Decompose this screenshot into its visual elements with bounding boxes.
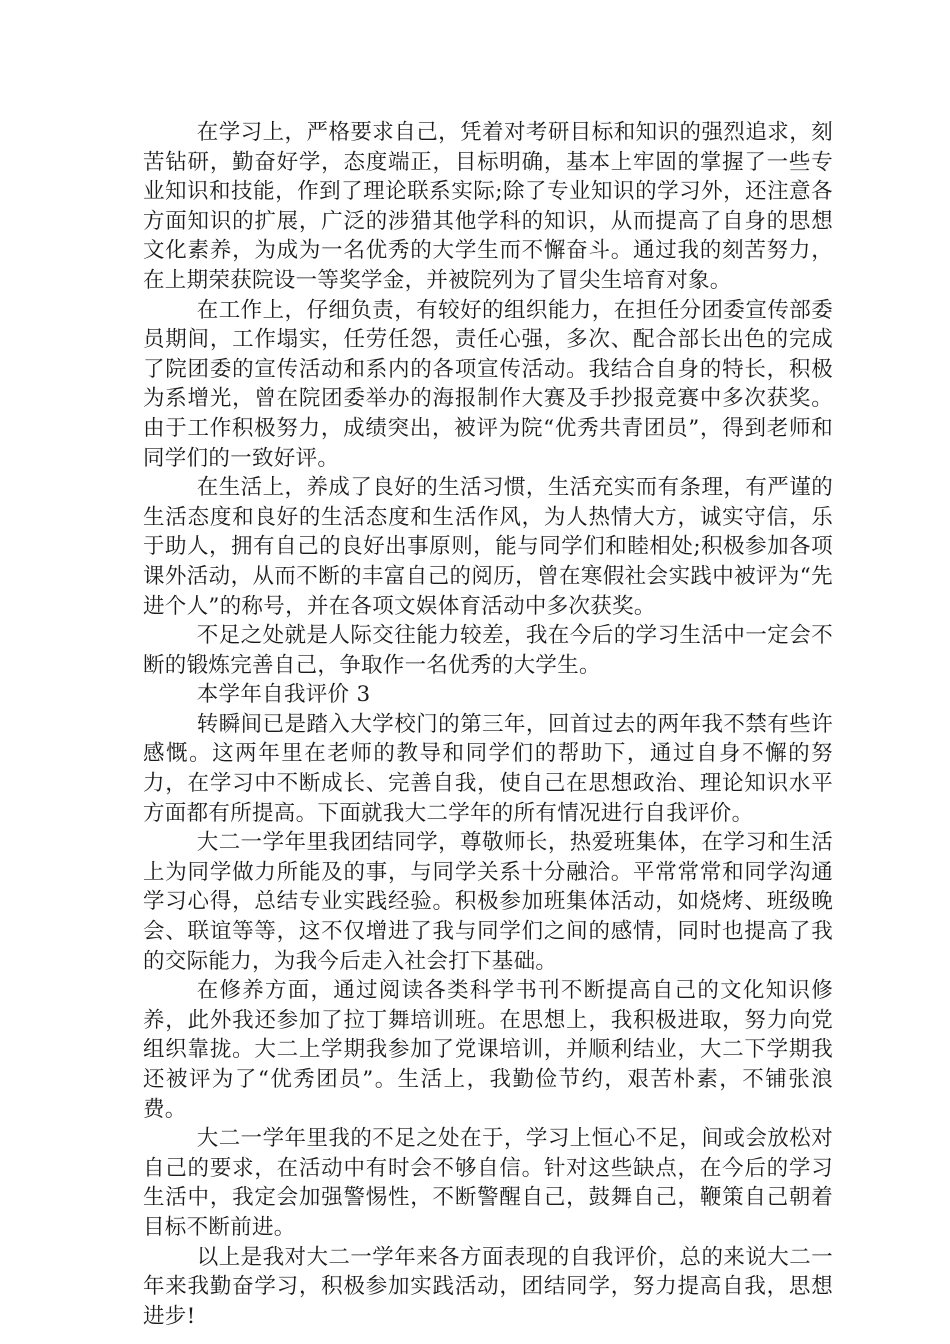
- paragraph-intro: 转瞬间已是踏入大学校门的第三年，回首过去的两年我不禁有些许感慨。这两年里在老师的教导和同学们的帮助下，通过自身不懈的努力，在学习中不断成长、完善自我，使自己在思想政治、理论知识水平方面都有所提高。下面就我大二学年的所有情况进行自我评价。: [143, 711, 833, 826]
- paragraph-life: 在生活上，养成了良好的生活习惯，生活充实而有条理，有严谨的生活态度和良好的生活态度和生活作风，为人热情大方，诚实守信，乐于助人，拥有自己的良好出事原则，能与同学们和睦相处;积极参加各项课外活动，从而不断的丰富自己的阅历，曾在寒假社会实践中被评为“先进个人”的称号，并在各项文娱体育活动中多次获奖。: [143, 475, 833, 619]
- paragraph-cultivation: 在修养方面，通过阅读各类科学书刊不断提高自己的文化知识修养，此外我还参加了拉丁舞培训班。在思想上，我积极进取，努力向党组织靠拢。大二上学期我参加了党课培训，并顺利结业，大二下学期我还被评为了“优秀团员”。生活上，我勤俭节约，艰苦朴素，不铺张浪费。: [143, 978, 833, 1122]
- section-heading: 本学年自我评价 3: [196, 682, 371, 708]
- paragraph-study: 在学习上，严格要求自己，凭着对考研目标和知识的强烈追求，刻苦钻研，勤奋好学，态度端正，目标明确，基本上牢固的掌握了一些专业知识和技能，作到了理论联系实际;除了专业知识的学习外，还注意各方面知识的扩展，广泛的涉猎其他学科的知识，从而提高了自身的思想文化素养，为成为一名优秀的大学生而不懈奋斗。通过我的刻苦努力，在上期荣获院设一等奖学金，并被院列为了冒尖生培育对象。: [143, 120, 833, 293]
- paragraph-unity: 大二一学年里我团结同学，尊敬师长，热爱班集体，在学习和生活上为同学做力所能及的事，与同学关系十分融洽。平常常常和同学沟通学习心得，总结专业实践经验。积极参加班集体活动，如烧烤、班级晚会、联谊等等，这不仅增进了我与同学们之间的感情，同时也提高了我的交际能力，为我今后走入社会打下基础。: [143, 830, 833, 974]
- document-body: [143, 118, 833, 1331]
- paragraph-conclusion: 以上是我对大二一学年来各方面表现的自我评价，总的来说大二一年来我勤奋学习，积极参加实践活动，团结同学，努力提高自我，思想进步!: [143, 1244, 833, 1329]
- paragraph-shortcomings: 不足之处就是人际交往能力较差，我在今后的学习生活中一定会不断的锻炼完善自己，争取作一名优秀的大学生。: [143, 623, 833, 678]
- paragraph-weakness: 大二一学年里我的不足之处在于，学习上恒心不足，间或会放松对自己的要求，在活动中有时会不够自信。针对这些缺点，在今后的学习生活中，我定会加强警惕性，不断警醒自己，鼓舞自己，鞭策自己朝着目标不断前进。: [143, 1126, 833, 1240]
- paragraph-work: 在工作上，仔细负责，有较好的组织能力，在担任分团委宣传部委员期间，工作塌实，任劳任怨，责任心强，多次、配合部长出色的完成了院团委的宣传活动和系内的各项宣传活动。我结合自身的特长，积极为系增光，曾在院团委举办的海报制作大赛及手抄报竞赛中多次获奖。由于工作积极努力，成绩突出，被评为院“优秀共青团员”，得到老师和同学们的一致好评。: [143, 297, 833, 471]
